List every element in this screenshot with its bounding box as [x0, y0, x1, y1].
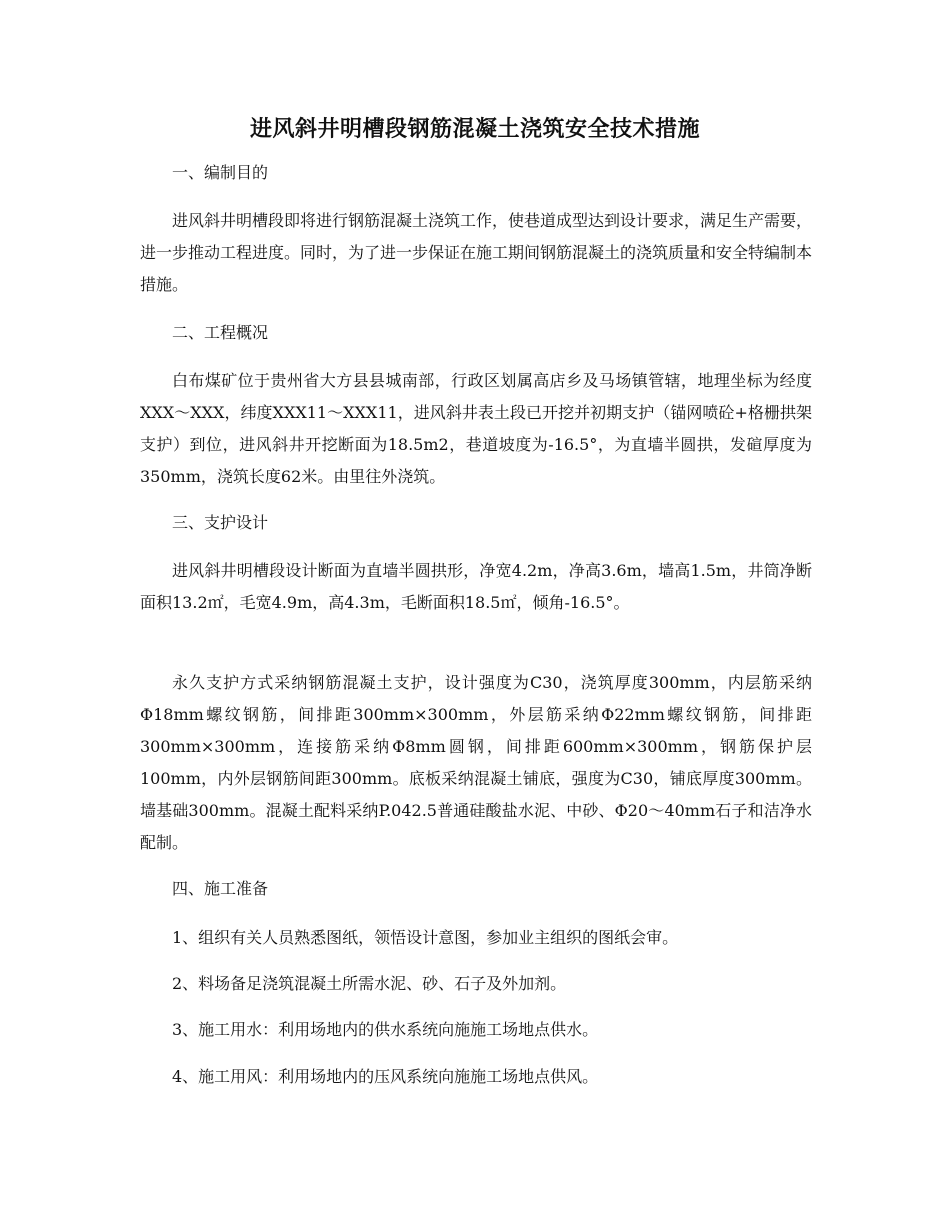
list-item-drawings: 1、组织有关人员熟悉图纸，领悟设计意图，参加业主组织的图纸会审。: [172, 928, 679, 947]
paragraph-purpose: 进风斜井明槽段即将进行钢筋混凝土浇筑工作，使巷道成型达到设计要求，满足生产需要，进一步推动工程进度。同时，为了进一步保证在施工期间钢筋混凝土的浇筑质量和安全特编制本措施。: [140, 211, 813, 294]
list-item-materials: 2、料场备足浇筑混凝土所需水泥、砂、石子及外加剂。: [172, 974, 567, 993]
list-item-water: 3、施工用水：利用场地内的供水系统向施施工场地点供水。: [172, 1020, 599, 1039]
section-heading-overview: 二、工程概况: [172, 323, 269, 342]
section-heading-purpose: 一、编制目的: [172, 163, 269, 182]
paragraph-overview: 白布煤矿位于贵州省大方县县城南部，行政区划属高店乡及马场镇管辖，地理坐标为经度XXX～XXX，纬度XXX11～XXX11，进风斜井表土段已开挖并初期支护（锚网喷砼+格栅拱架支护）到位，进风斜井开挖断面为18.5m2，巷道坡度为-16.5°，为直墙半圆拱，发碹厚度为350mm，浇筑长度62米。由里往外浇筑。: [140, 371, 812, 486]
document-title: 进风斜井明槽段钢筋混凝土浇筑安全技术措施: [249, 116, 700, 142]
section-heading-support-design: 三、支护设计: [172, 513, 269, 532]
paragraph-support-section: 进风斜井明槽段设计断面为直墙半圆拱形，净宽4.2m，净高3.6m，墙高1.5m，井筒净断面积13.2㎡，毛宽4.9m，高4.3m，毛断面积18.5㎡，倾角-16.5°。: [140, 561, 812, 612]
section-heading-preparation: 四、施工准备: [172, 879, 269, 898]
list-item-air: 4、施工用风：利用场地内的压风系统向施施工场地点供风。: [172, 1067, 599, 1086]
paragraph-support-method: 永久支护方式采纳钢筋混凝土支护，设计强度为C30，浇筑厚度300mm，内层筋采纳Φ18mm螺纹钢筋，间排距300mm×300mm，外层筋采纳Φ22mm螺纹钢筋，间排距300mm×300mm，连接筋采纳Φ8mm圆钢，间排距600mm×300mm，钢筋保护层100mm，内外层钢筋间距300mm。底板采纳混凝土铺底，强度为C30，铺底厚度300mm。墙基础300mm。混凝土配料采纳P.042.5普通硅酸盐水泥、中砂、Φ20～40mm石子和洁净水配制。: [140, 673, 812, 852]
